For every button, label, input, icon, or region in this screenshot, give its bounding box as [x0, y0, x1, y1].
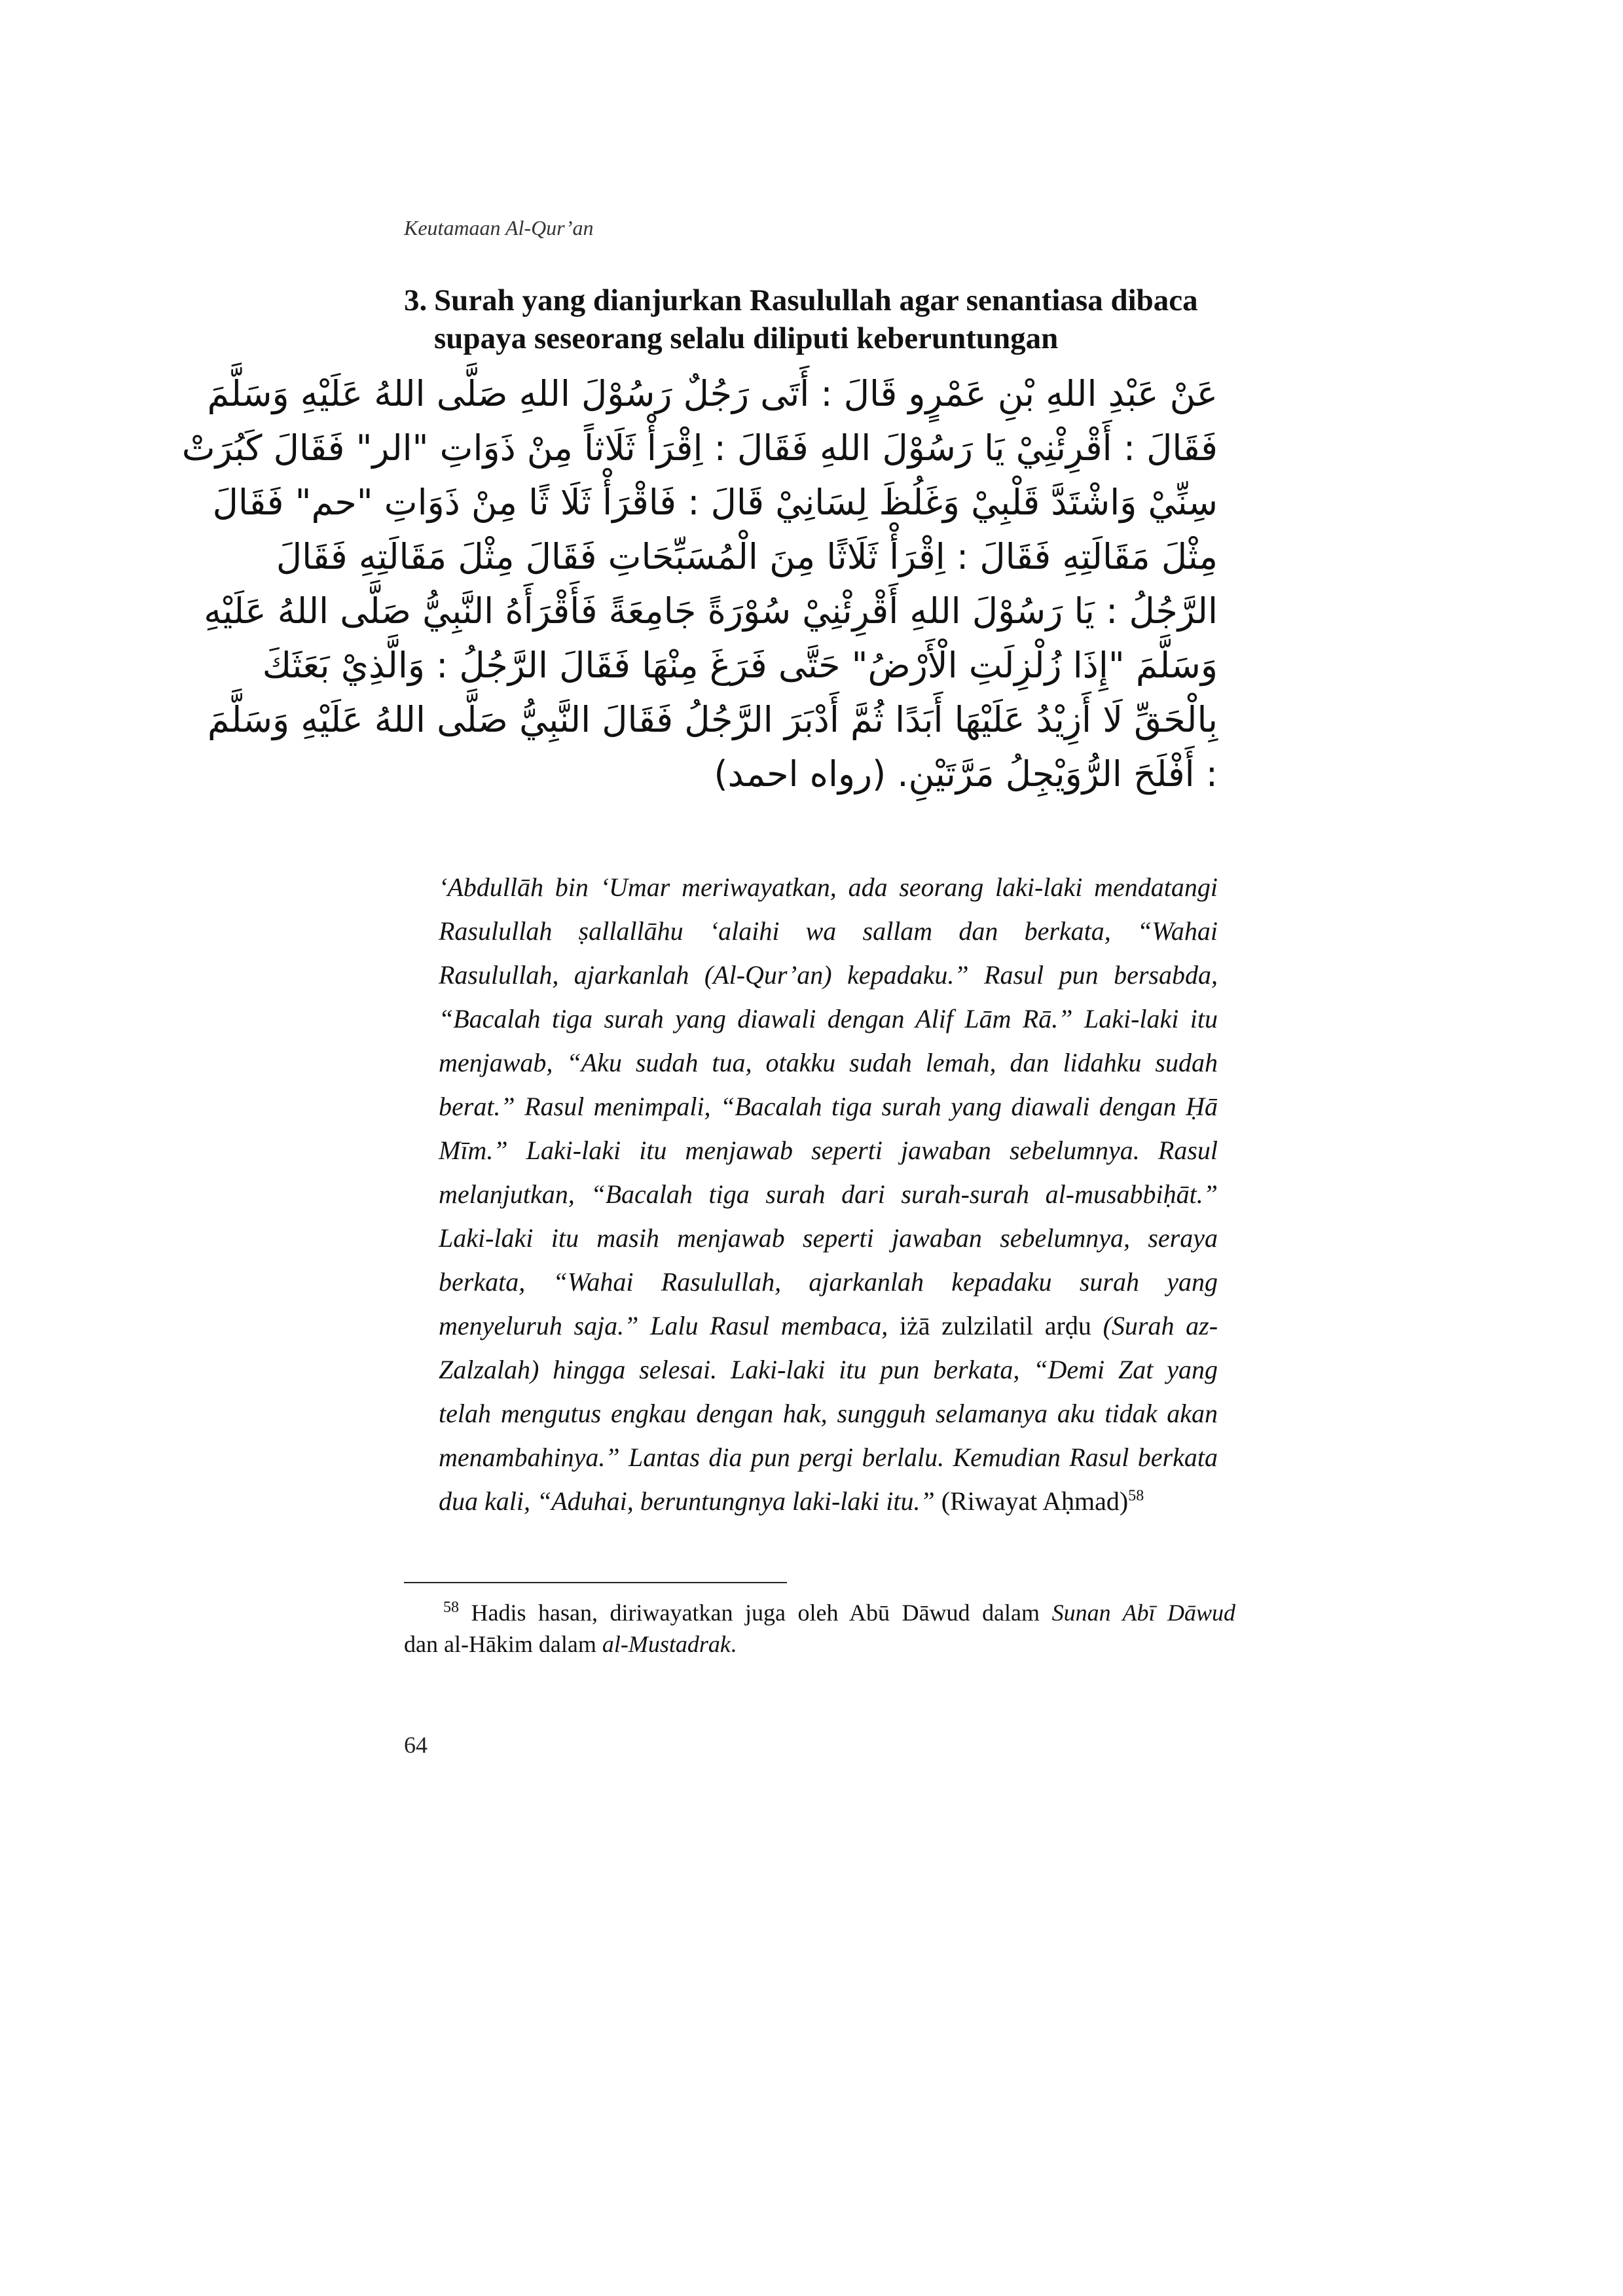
arabic-hadith-text: [181, 367, 1218, 801]
page-number: 64: [404, 1732, 428, 1758]
translation-segment: menyeluruh saja.” Lalu Rasul membaca,: [439, 1311, 888, 1340]
section-number: 3.: [404, 283, 428, 317]
hadith-translation: [439, 865, 1218, 1523]
translation-line: ‘Abdullāh bin ‘Umar meriwayatkan, ada seorang laki-laki mendatangi: [439, 872, 1218, 902]
footnote-separator: [404, 1582, 787, 1583]
translation-line: [439, 1304, 1218, 1348]
running-header: Keutamaan Al-Qur’an: [404, 216, 594, 240]
footnote-number: 58: [443, 1599, 459, 1616]
riwayat-source: (Riwayat Aḥmad): [941, 1486, 1129, 1516]
footnote-book-title: al-Mustadrak: [602, 1631, 731, 1657]
section-heading: [404, 281, 1216, 357]
surah-name-open: (Surah az-: [1103, 1311, 1218, 1340]
footnote-text: Hadis hasan, diriwayatkan juga oleh Abū Dāwud dalam: [471, 1600, 1040, 1626]
translation-line: telah mengutus engkau dengan hak, sungguh selamanya aku tidak akan: [439, 1399, 1218, 1428]
surah-transliteration: iżā zulzilatil arḍu: [899, 1311, 1091, 1340]
translation-line: Mīm.” Laki-laki itu menjawab seperti jawaban sebelumnya. Rasul: [439, 1136, 1218, 1165]
arabic-line: فَقَالَ : أَقْرِئْنِيْ يَا رَسُوْلَ اللهِ فَقَالَ : اِقْرَأْ ثَلَاثاً مِنْ ذَوَاتِ "الر" فَقَالَ كَبُرَتْ: [181, 427, 1218, 469]
translation-line: Laki-laki itu masih menjawab seperti jawaban sebelumnya, seraya: [439, 1223, 1218, 1253]
translation-line: Rasulullah, ajarkanlah (Al-Qur’an) kepadaku.” Rasul pun bersabda,: [439, 960, 1218, 990]
translation-line: berkata, “Wahai Rasulullah, ajarkanlah kepadaku surah yang: [439, 1267, 1218, 1297]
footnote: [404, 1597, 1235, 1660]
arabic-line: سِنِّيْ وَاشْتَدَّ قَلْبِيْ وَغَلُظَ لِسَانِيْ قَالَ : فَاقْرَأْ ثَلَا ثًا مِنْ ذَوَاتِ "حم" فَقَالَ: [212, 482, 1218, 523]
footnote-period: .: [730, 1631, 737, 1657]
arabic-line: بِالْحَقِّ لَا أَزِيْدُ عَلَيْهَا أَبَدًا ثُمَّ أَدْبَرَ الرَّجُلُ فَقَالَ النَّبِيُّ صَلَّى اللهُ عَلَيْهِ وَسَلَّمَ: [207, 699, 1218, 740]
translation-segment: dua kali, “Aduhai, beruntungnya laki-laki itu.”: [439, 1486, 935, 1516]
translation-line: melanjutkan, “Bacalah tiga surah dari surah-surah al-musabbiḥāt.”: [439, 1179, 1218, 1209]
arabic-line: عَنْ عَبْدِ اللهِ بْنِ عَمْرٍو قَالَ : أَتَى رَجُلٌ رَسُوْلَ اللهِ صَلَّى اللهُ عَلَيْهِ وَسَلَّمَ: [207, 373, 1218, 414]
heading-line-2: supaya seseorang selalu diliputi keberuntungan: [434, 321, 1059, 355]
footnote-reference[interactable]: 58: [1128, 1487, 1144, 1505]
translation-line: menambahinya.” Lantas dia pun pergi berlalu. Kemudian Rasul berkata: [439, 1443, 1218, 1472]
translation-line: “Bacalah tiga surah yang diawali dengan Alif Lām Rā.” Laki-laki itu: [439, 1004, 1218, 1033]
arabic-line: : أَفْلَحَ الرُّوَيْجِلُ مَرَّتَيْنِ. (رواه احمد): [714, 753, 1218, 795]
translation-line: berat.” Rasul menimpali, “Bacalah tiga surah yang diawali dengan Ḥā: [439, 1092, 1218, 1121]
footnote-book-title: Sunan Abī Dāwud: [1051, 1600, 1235, 1626]
translation-line: Zalzalah) hingga selesai. Laki-laki itu pun berkata, “Demi Zat yang: [439, 1355, 1218, 1384]
translation-line: menjawab, “Aku sudah tua, otakku sudah lemah, dan lidahku sudah: [439, 1048, 1218, 1077]
arabic-line: الرَّجُلُ : يَا رَسُوْلَ اللهِ أَقْرِئْنِيْ سُوْرَةً جَامِعَةً فَأَقْرَأَهُ النَّبِيُّ صَلَّى اللهُ عَلَيْهِ: [204, 590, 1218, 632]
arabic-line: مِثْلَ مَقَالَتِهِ فَقَالَ : اِقْرَأْ ثَلَاثًا مِنَ الْمُسَبِّحَاتِ فَقَالَ مِثْلَ مَقَالَتِهِ فَقَالَ: [276, 536, 1218, 577]
arabic-line: وَسَلَّمَ "إِذَا زُلْزِلَتِ الْأَرْضُ" حَتَّى فَرَغَ مِنْهَا فَقَالَ الرَّجُلُ : وَالَّذِيْ بَعَثَكَ: [262, 645, 1218, 686]
footnote-text: dan al-Hākim dalam: [404, 1631, 596, 1657]
heading-line-1: Surah yang dianjurkan Rasulullah agar senantiasa dibaca: [434, 283, 1198, 317]
translation-line: Rasulullah ṣallallāhu ‘alaihi wa sallam dan berkata, “Wahai: [439, 916, 1218, 946]
translation-line: [439, 1479, 1218, 1523]
